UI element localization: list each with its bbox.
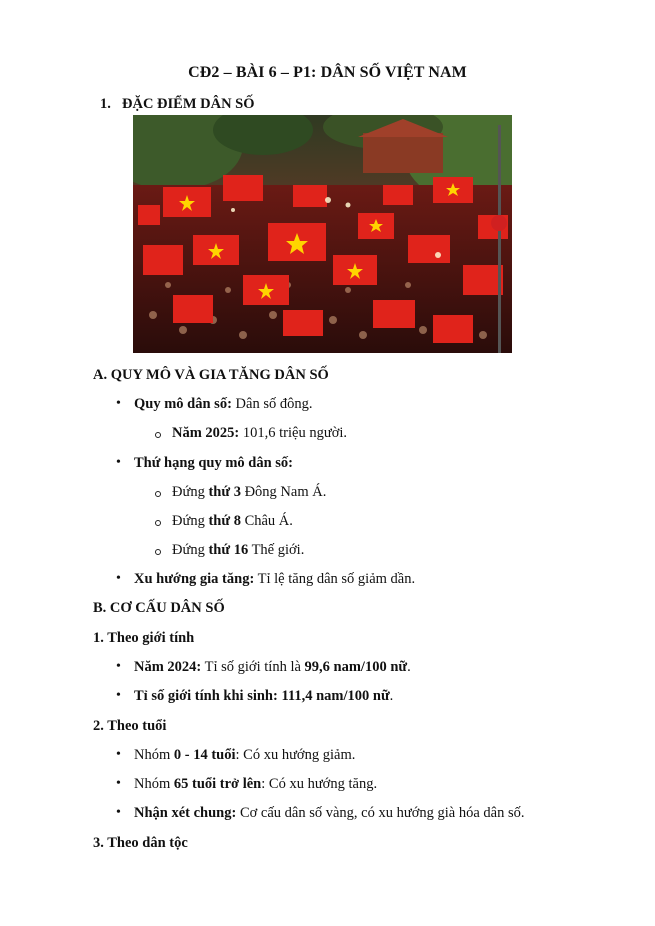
list-item: Thứ hạng quy mô dân số: xyxy=(134,455,293,471)
circle-bullet-icon xyxy=(155,549,161,555)
part-a-heading: A. QUY MÔ VÀ GIA TĂNG DÂN SỐ xyxy=(93,367,329,383)
list-item: Nhóm 65 tuổi trở lên: Có xu hướng tăng. xyxy=(134,776,378,792)
subheading-ethnicity: 3. Theo dân tộc xyxy=(93,835,188,851)
bullet-icon: • xyxy=(116,805,121,820)
section-heading-1 xyxy=(100,96,255,113)
bullet-icon: • xyxy=(116,688,121,703)
list-item: Nhóm 0 - 14 tuổi: Có xu hướng giảm. xyxy=(134,747,356,763)
crowd-with-red-flags-photo xyxy=(133,115,512,353)
circle-bullet-icon xyxy=(155,491,161,497)
list-item: Xu hướng gia tăng: Tỉ lệ tăng dân số giảm dần. xyxy=(134,571,416,587)
list-item: Đứng thứ 8 Châu Á. xyxy=(172,513,293,529)
bullet-icon: • xyxy=(116,571,121,586)
section-number: 1. xyxy=(100,96,111,112)
bullet-icon: • xyxy=(116,776,121,791)
list-item: Năm 2025: 101,6 triệu người. xyxy=(172,425,348,441)
list-item: Tỉ số giới tính khi sinh: 111,4 nam/100 nữ. xyxy=(134,688,394,704)
section-label: ĐẶC ĐIỂM DÂN SỐ xyxy=(122,96,255,112)
page-title: CĐ2 – BÀI 6 – P1: DÂN SỐ VIỆT NAM xyxy=(188,64,467,81)
list-item: Nhận xét chung: Cơ cấu dân số vàng, có xu hướng già hóa dân số. xyxy=(134,805,525,821)
list-item: Đứng thứ 3 Đông Nam Á. xyxy=(172,484,327,500)
bullet-icon: • xyxy=(116,747,121,762)
bullet-icon: • xyxy=(116,455,121,470)
list-item: Quy mô dân số: Dân số đông. xyxy=(134,396,313,412)
circle-bullet-icon xyxy=(155,432,161,438)
subheading-gender: 1. Theo giới tính xyxy=(93,630,195,646)
list-item: Năm 2024: Tỉ số giới tính là 99,6 nam/100 nữ. xyxy=(134,659,411,675)
bullet-icon: • xyxy=(116,659,121,674)
circle-bullet-icon xyxy=(155,520,161,526)
part-b-heading: B. CƠ CẤU DÂN SỐ xyxy=(93,600,225,616)
bullet-icon: • xyxy=(116,396,121,411)
subheading-age: 2. Theo tuổi xyxy=(93,718,167,734)
list-item: Đứng thứ 16 Thế giới. xyxy=(172,542,305,558)
